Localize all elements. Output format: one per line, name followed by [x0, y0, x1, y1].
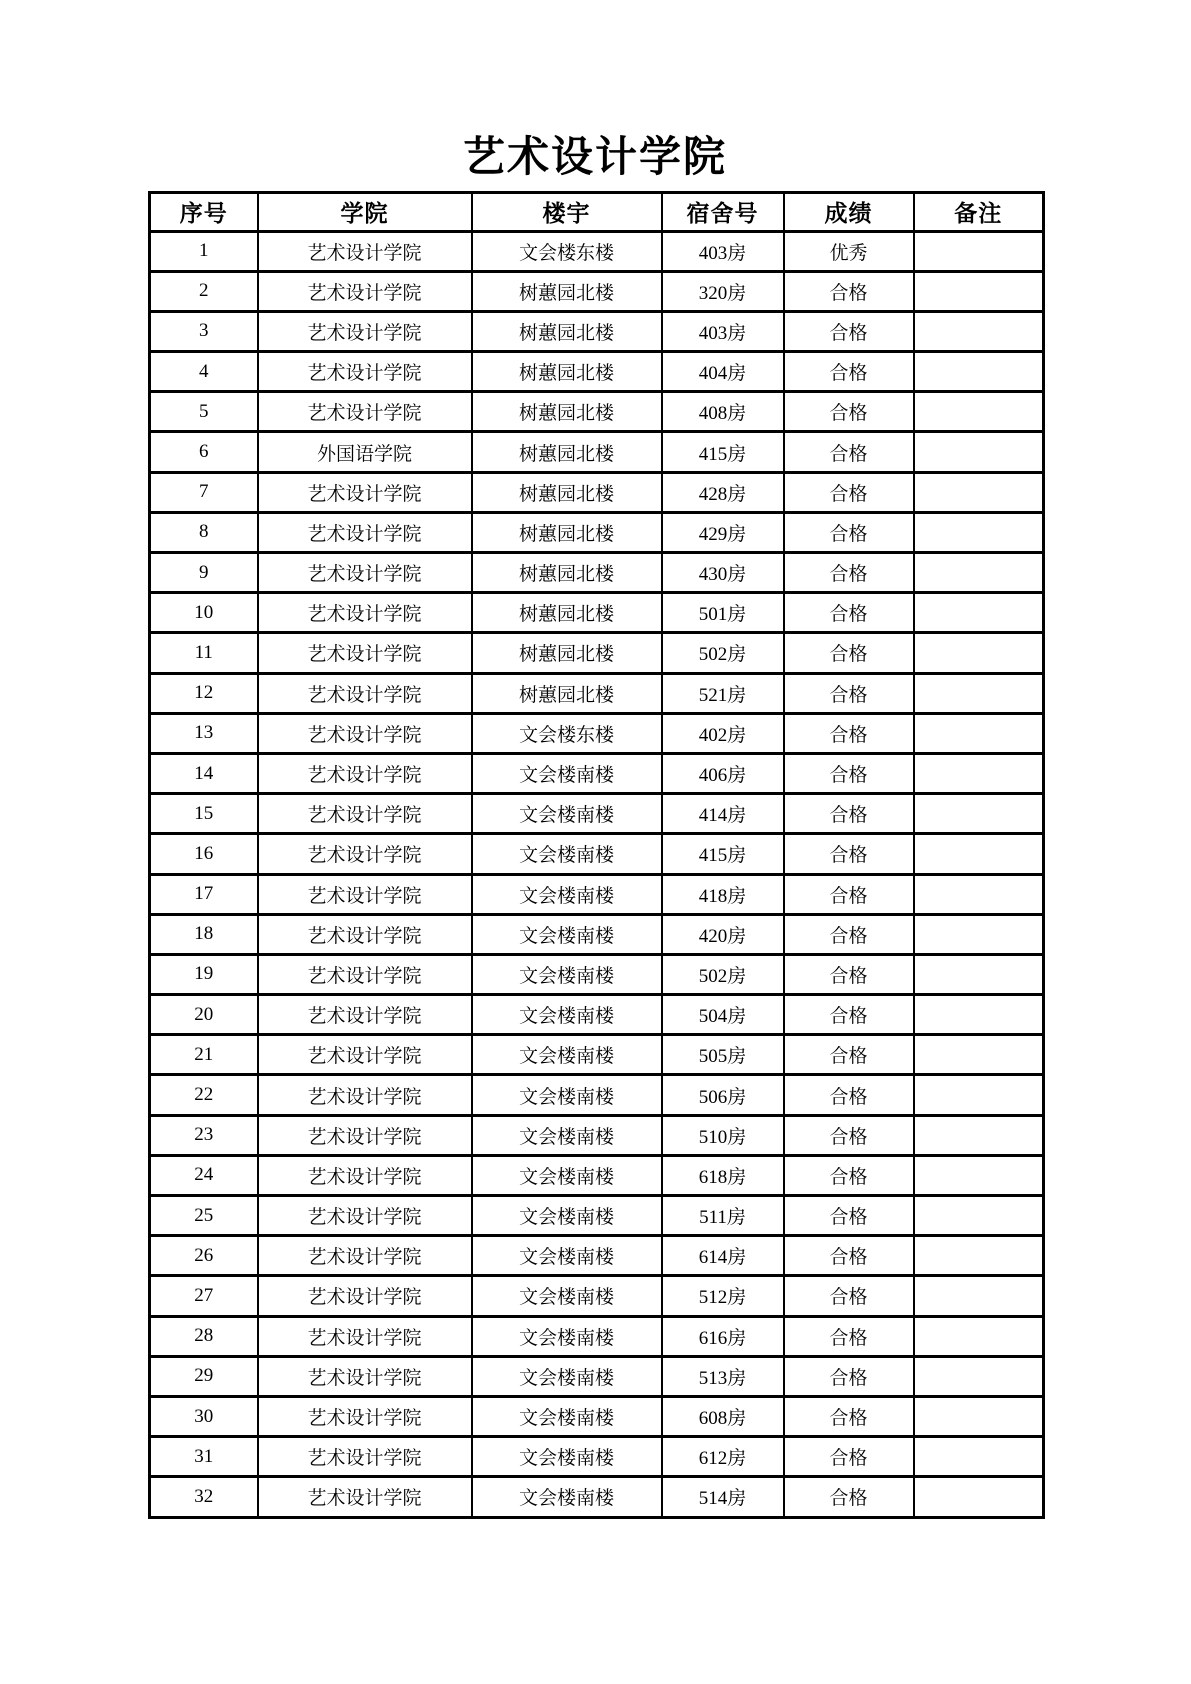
cell-room: 420房: [662, 914, 784, 954]
cell-building: 文会楼南楼: [472, 1316, 662, 1356]
cell-number: 20: [150, 995, 258, 1035]
cell-room: 402房: [662, 713, 784, 753]
cell-grade: 合格: [784, 271, 914, 311]
cell-remark: [914, 1437, 1044, 1477]
cell-number: 5: [150, 392, 258, 432]
cell-remark: [914, 995, 1044, 1035]
cell-college: 艺术设计学院: [258, 1115, 472, 1155]
cell-room: 618房: [662, 1155, 784, 1195]
table-row: [150, 1396, 1044, 1436]
cell-grade: 合格: [784, 1155, 914, 1195]
cell-college: 艺术设计学院: [258, 553, 472, 593]
cell-room: 406房: [662, 753, 784, 793]
cell-college: 艺术设计学院: [258, 673, 472, 713]
cell-room: 612房: [662, 1437, 784, 1477]
table-row: [150, 633, 1044, 673]
cell-grade: 合格: [784, 1396, 914, 1436]
cell-remark: [914, 1356, 1044, 1396]
table-row: [150, 432, 1044, 472]
cell-remark: [914, 794, 1044, 834]
cell-college: 艺术设计学院: [258, 995, 472, 1035]
cell-number: 11: [150, 633, 258, 673]
cell-remark: [914, 713, 1044, 753]
cell-grade: 合格: [784, 1236, 914, 1276]
dorm-inspection-table: [148, 191, 1045, 1519]
cell-number: 27: [150, 1276, 258, 1316]
table-row: [150, 834, 1044, 874]
cell-number: 14: [150, 753, 258, 793]
cell-grade: 合格: [784, 512, 914, 552]
cell-room: 512房: [662, 1276, 784, 1316]
cell-building: 文会楼南楼: [472, 1155, 662, 1195]
cell-room: 428房: [662, 472, 784, 512]
cell-building: 树蕙园北楼: [472, 553, 662, 593]
cell-number: 10: [150, 593, 258, 633]
cell-remark: [914, 1276, 1044, 1316]
column-header-college: 学院: [258, 192, 472, 231]
cell-number: 17: [150, 874, 258, 914]
cell-building: 文会楼南楼: [472, 1115, 662, 1155]
cell-number: 4: [150, 352, 258, 392]
cell-remark: [914, 392, 1044, 432]
cell-number: 6: [150, 432, 258, 472]
cell-building: 文会楼南楼: [472, 1035, 662, 1075]
column-header-room: 宿舍号: [662, 192, 784, 231]
cell-room: 320房: [662, 271, 784, 311]
cell-college: 艺术设计学院: [258, 352, 472, 392]
cell-grade: 合格: [784, 954, 914, 994]
cell-grade: 合格: [784, 834, 914, 874]
page-title: 艺术设计学院: [462, 135, 727, 181]
cell-room: 513房: [662, 1356, 784, 1396]
cell-college: 艺术设计学院: [258, 1075, 472, 1115]
cell-college: 艺术设计学院: [258, 1035, 472, 1075]
cell-room: 502房: [662, 954, 784, 994]
cell-room: 504房: [662, 995, 784, 1035]
cell-college: 艺术设计学院: [258, 753, 472, 793]
cell-college: 外国语学院: [258, 432, 472, 472]
cell-number: 30: [150, 1396, 258, 1436]
cell-number: 29: [150, 1356, 258, 1396]
cell-remark: [914, 1075, 1044, 1115]
cell-grade: 合格: [784, 432, 914, 472]
cell-number: 8: [150, 512, 258, 552]
cell-number: 21: [150, 1035, 258, 1075]
cell-college: 艺术设计学院: [258, 954, 472, 994]
cell-remark: [914, 311, 1044, 351]
table-row: [150, 1075, 1044, 1115]
cell-room: 614房: [662, 1236, 784, 1276]
cell-number: 31: [150, 1437, 258, 1477]
cell-room: 506房: [662, 1075, 784, 1115]
cell-remark: [914, 593, 1044, 633]
table-body: [150, 231, 1044, 1517]
cell-number: 18: [150, 914, 258, 954]
table-row: [150, 673, 1044, 713]
cell-grade: 合格: [784, 1356, 914, 1396]
cell-remark: [914, 1316, 1044, 1356]
table-row: [150, 713, 1044, 753]
table-header-row: [150, 192, 1044, 231]
cell-building: 文会楼南楼: [472, 834, 662, 874]
cell-college: 艺术设计学院: [258, 1316, 472, 1356]
cell-college: 艺术设计学院: [258, 633, 472, 673]
cell-building: 文会楼南楼: [472, 1196, 662, 1236]
table-row: [150, 593, 1044, 633]
cell-grade: 合格: [784, 1115, 914, 1155]
table-row: [150, 753, 1044, 793]
cell-number: 3: [150, 311, 258, 351]
cell-remark: [914, 1477, 1044, 1517]
cell-number: 28: [150, 1316, 258, 1356]
cell-college: 艺术设计学院: [258, 472, 472, 512]
table-row: [150, 954, 1044, 994]
cell-grade: 合格: [784, 753, 914, 793]
cell-number: 7: [150, 472, 258, 512]
cell-grade: 合格: [784, 553, 914, 593]
table-row: [150, 1276, 1044, 1316]
table-row: [150, 1477, 1044, 1517]
cell-number: 16: [150, 834, 258, 874]
cell-room: 616房: [662, 1316, 784, 1356]
cell-building: 文会楼东楼: [472, 713, 662, 753]
cell-room: 415房: [662, 432, 784, 472]
cell-college: 艺术设计学院: [258, 1477, 472, 1517]
cell-remark: [914, 432, 1044, 472]
table-row: [150, 1236, 1044, 1276]
table-row: [150, 311, 1044, 351]
cell-number: 12: [150, 673, 258, 713]
cell-building: 树蕙园北楼: [472, 472, 662, 512]
table-row: [150, 352, 1044, 392]
cell-college: 艺术设计学院: [258, 271, 472, 311]
cell-building: 树蕙园北楼: [472, 271, 662, 311]
cell-number: 23: [150, 1115, 258, 1155]
cell-college: 艺术设计学院: [258, 1236, 472, 1276]
cell-building: 文会楼南楼: [472, 1075, 662, 1115]
table-row: [150, 874, 1044, 914]
cell-college: 艺术设计学院: [258, 1276, 472, 1316]
cell-college: 艺术设计学院: [258, 311, 472, 351]
column-header-number: 序号: [150, 192, 258, 231]
cell-college: 艺术设计学院: [258, 914, 472, 954]
cell-room: 430房: [662, 553, 784, 593]
cell-room: 429房: [662, 512, 784, 552]
cell-remark: [914, 553, 1044, 593]
cell-building: 文会楼南楼: [472, 914, 662, 954]
cell-grade: 合格: [784, 1196, 914, 1236]
cell-remark: [914, 1196, 1044, 1236]
cell-building: 文会楼南楼: [472, 1437, 662, 1477]
table-row: [150, 914, 1044, 954]
cell-number: 22: [150, 1075, 258, 1115]
table-row: [150, 1356, 1044, 1396]
cell-room: 505房: [662, 1035, 784, 1075]
document-body: [148, 0, 1042, 1519]
cell-grade: 合格: [784, 794, 914, 834]
cell-room: 403房: [662, 231, 784, 271]
cell-building: 树蕙园北楼: [472, 633, 662, 673]
cell-building: 文会楼南楼: [472, 954, 662, 994]
cell-building: 文会楼南楼: [472, 1236, 662, 1276]
cell-building: 树蕙园北楼: [472, 593, 662, 633]
cell-remark: [914, 914, 1044, 954]
cell-room: 408房: [662, 392, 784, 432]
cell-building: 文会楼南楼: [472, 794, 662, 834]
column-header-building: 楼宇: [472, 192, 662, 231]
cell-grade: 合格: [784, 633, 914, 673]
cell-room: 608房: [662, 1396, 784, 1436]
cell-number: 24: [150, 1155, 258, 1195]
cell-building: 树蕙园北楼: [472, 512, 662, 552]
table-row: [150, 392, 1044, 432]
cell-remark: [914, 1396, 1044, 1436]
table-row: [150, 1196, 1044, 1236]
cell-number: 2: [150, 271, 258, 311]
cell-remark: [914, 1115, 1044, 1155]
cell-building: 树蕙园北楼: [472, 392, 662, 432]
cell-remark: [914, 271, 1044, 311]
cell-building: 文会楼南楼: [472, 874, 662, 914]
cell-remark: [914, 512, 1044, 552]
cell-room: 418房: [662, 874, 784, 914]
cell-grade: 合格: [784, 1276, 914, 1316]
cell-remark: [914, 472, 1044, 512]
cell-building: 文会楼东楼: [472, 231, 662, 271]
cell-remark: [914, 753, 1044, 793]
cell-college: 艺术设计学院: [258, 834, 472, 874]
table-row: [150, 1437, 1044, 1477]
cell-room: 501房: [662, 593, 784, 633]
cell-grade: 合格: [784, 1075, 914, 1115]
cell-room: 502房: [662, 633, 784, 673]
cell-room: 514房: [662, 1477, 784, 1517]
cell-college: 艺术设计学院: [258, 794, 472, 834]
table-row: [150, 553, 1044, 593]
cell-remark: [914, 673, 1044, 713]
cell-grade: 合格: [784, 1035, 914, 1075]
cell-number: 32: [150, 1477, 258, 1517]
table-row: [150, 995, 1044, 1035]
cell-grade: 合格: [784, 352, 914, 392]
cell-remark: [914, 1035, 1044, 1075]
cell-grade: 合格: [784, 1437, 914, 1477]
cell-building: 树蕙园北楼: [472, 432, 662, 472]
cell-grade: 合格: [784, 1316, 914, 1356]
cell-remark: [914, 633, 1044, 673]
cell-number: 15: [150, 794, 258, 834]
table-row: [150, 1155, 1044, 1195]
column-header-grade: 成绩: [784, 192, 914, 231]
cell-remark: [914, 1155, 1044, 1195]
cell-remark: [914, 352, 1044, 392]
cell-college: 艺术设计学院: [258, 1356, 472, 1396]
cell-building: 文会楼南楼: [472, 1396, 662, 1436]
table-row: [150, 794, 1044, 834]
cell-building: 文会楼南楼: [472, 995, 662, 1035]
cell-remark: [914, 1236, 1044, 1276]
cell-room: 511房: [662, 1196, 784, 1236]
cell-remark: [914, 231, 1044, 271]
cell-number: 19: [150, 954, 258, 994]
cell-grade: 合格: [784, 673, 914, 713]
table-row: [150, 1035, 1044, 1075]
cell-building: 文会楼南楼: [472, 1276, 662, 1316]
cell-number: 25: [150, 1196, 258, 1236]
cell-room: 415房: [662, 834, 784, 874]
table-row: [150, 231, 1044, 271]
cell-remark: [914, 874, 1044, 914]
cell-college: 艺术设计学院: [258, 392, 472, 432]
cell-remark: [914, 954, 1044, 994]
cell-building: 文会楼南楼: [472, 1477, 662, 1517]
cell-grade: 合格: [784, 713, 914, 753]
cell-college: 艺术设计学院: [258, 874, 472, 914]
cell-grade: 优秀: [784, 231, 914, 271]
cell-college: 艺术设计学院: [258, 593, 472, 633]
cell-college: 艺术设计学院: [258, 1437, 472, 1477]
cell-building: 树蕙园北楼: [472, 311, 662, 351]
cell-building: 文会楼南楼: [472, 753, 662, 793]
cell-grade: 合格: [784, 874, 914, 914]
cell-remark: [914, 834, 1044, 874]
table-row: [150, 271, 1044, 311]
cell-number: 26: [150, 1236, 258, 1276]
cell-college: 艺术设计学院: [258, 1155, 472, 1195]
cell-grade: 合格: [784, 593, 914, 633]
column-header-remark: 备注: [914, 192, 1044, 231]
cell-college: 艺术设计学院: [258, 231, 472, 271]
cell-college: 艺术设计学院: [258, 512, 472, 552]
cell-room: 521房: [662, 673, 784, 713]
cell-number: 9: [150, 553, 258, 593]
cell-college: 艺术设计学院: [258, 1196, 472, 1236]
cell-grade: 合格: [784, 311, 914, 351]
table-row: [150, 472, 1044, 512]
cell-grade: 合格: [784, 392, 914, 432]
cell-grade: 合格: [784, 995, 914, 1035]
cell-room: 510房: [662, 1115, 784, 1155]
table-row: [150, 1115, 1044, 1155]
cell-college: 艺术设计学院: [258, 713, 472, 753]
cell-grade: 合格: [784, 914, 914, 954]
cell-building: 树蕙园北楼: [472, 352, 662, 392]
cell-number: 1: [150, 231, 258, 271]
cell-room: 403房: [662, 311, 784, 351]
cell-building: 文会楼南楼: [472, 1356, 662, 1396]
cell-grade: 合格: [784, 1477, 914, 1517]
cell-college: 艺术设计学院: [258, 1396, 472, 1436]
cell-room: 404房: [662, 352, 784, 392]
cell-room: 414房: [662, 794, 784, 834]
table-row: [150, 1316, 1044, 1356]
table-row: [150, 512, 1044, 552]
cell-building: 树蕙园北楼: [472, 673, 662, 713]
cell-grade: 合格: [784, 472, 914, 512]
cell-number: 13: [150, 713, 258, 753]
